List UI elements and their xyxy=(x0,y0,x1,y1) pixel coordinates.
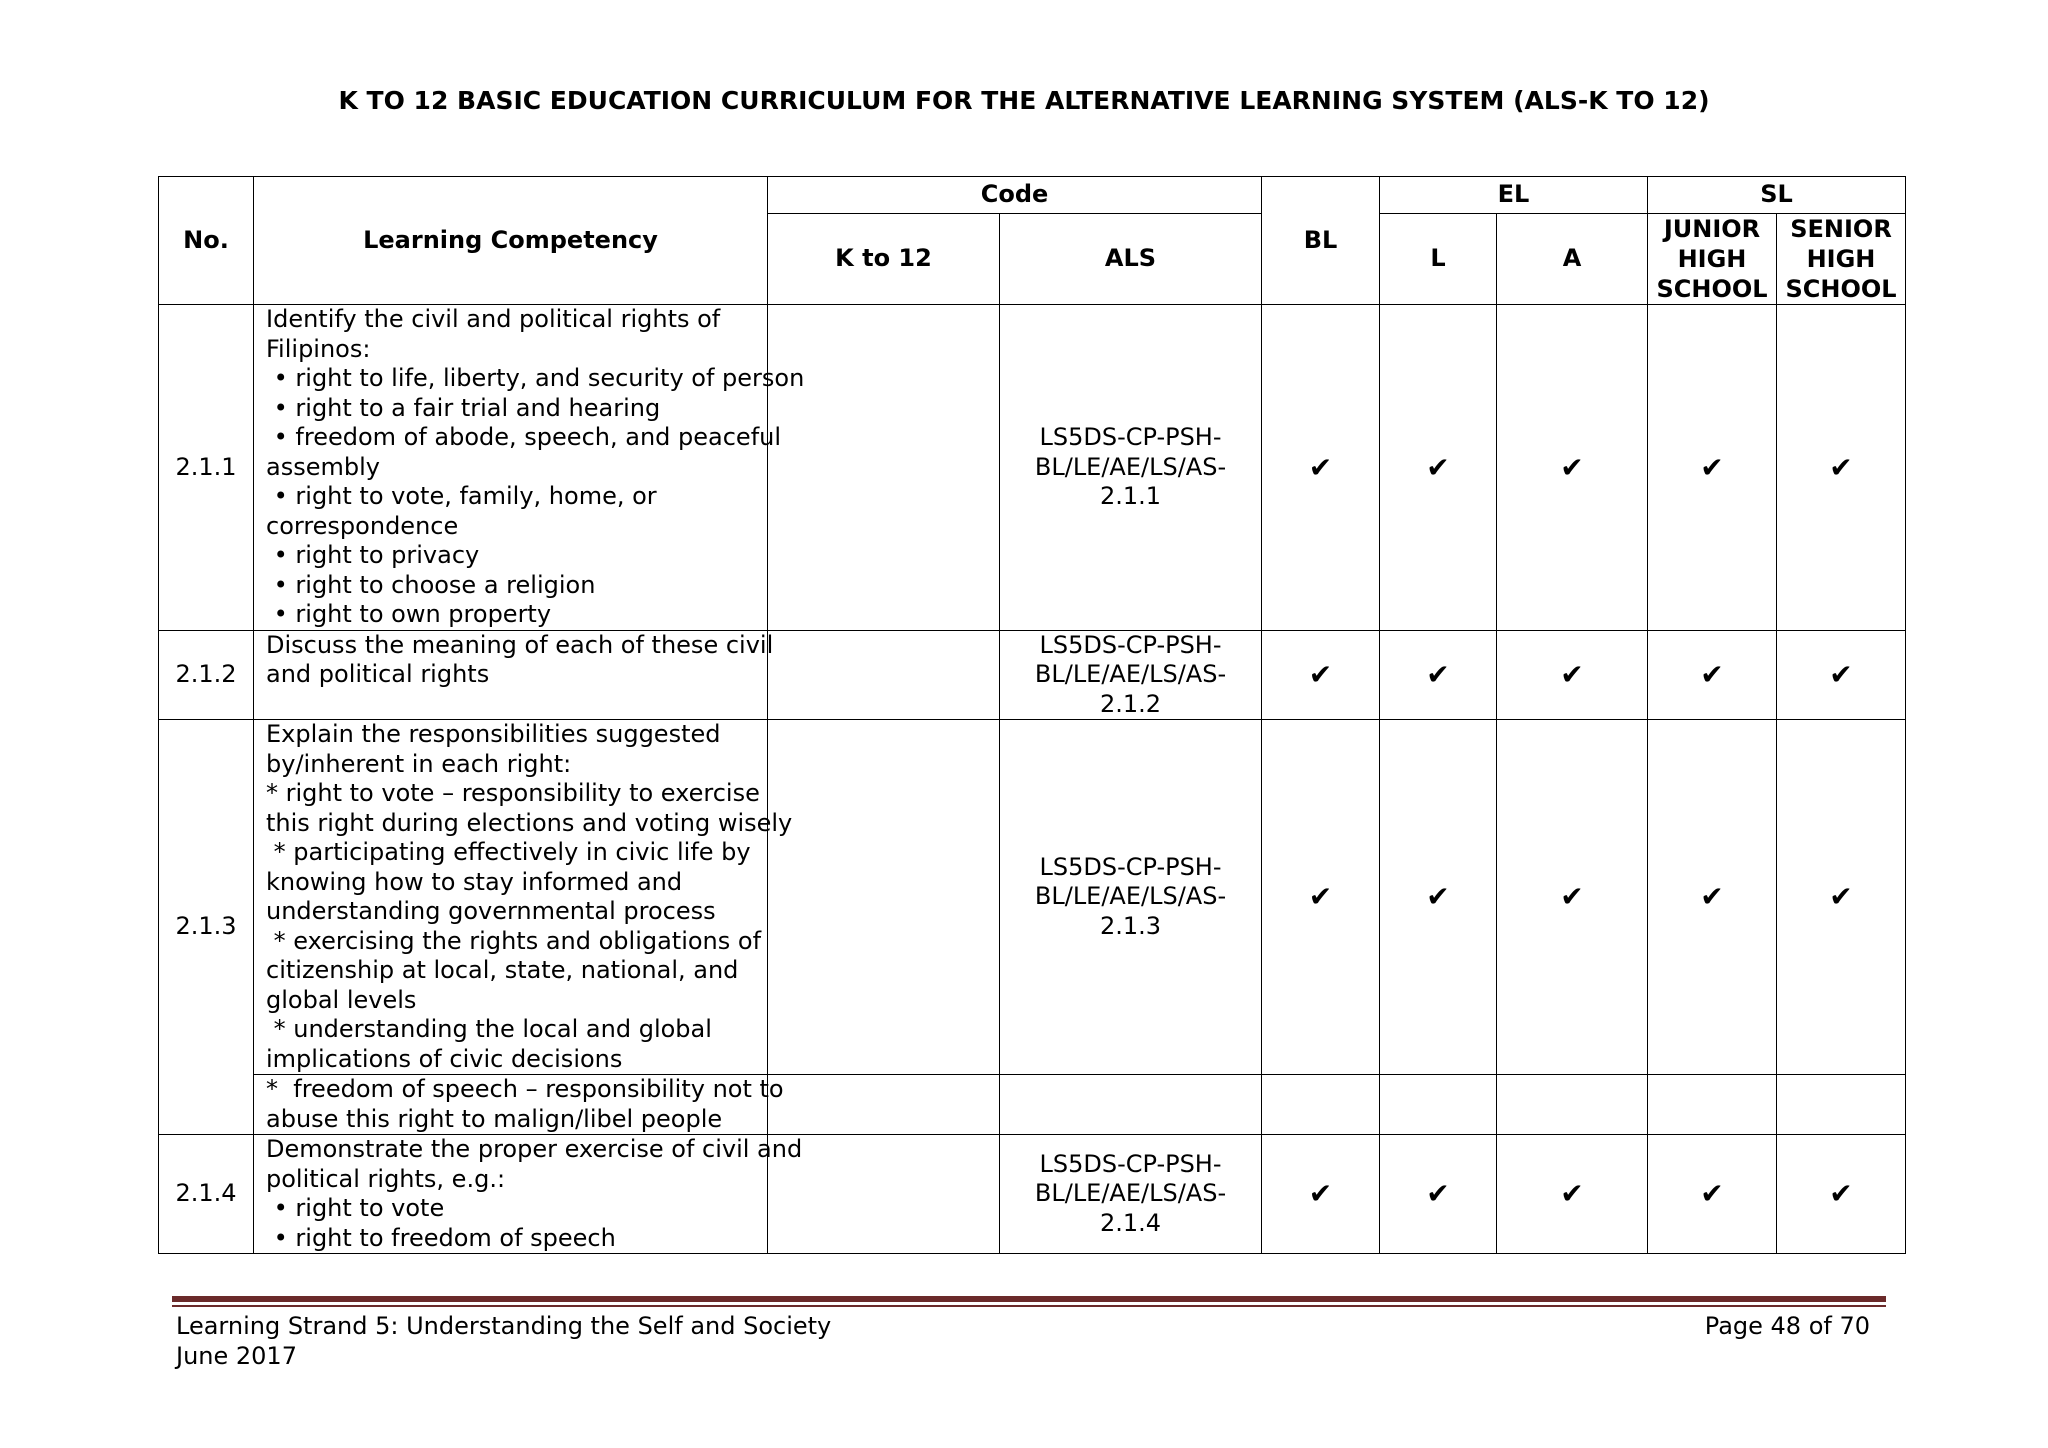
k12-code-cell xyxy=(768,630,1000,720)
header-shs-line: SCHOOL xyxy=(1785,275,1897,303)
header-jhs-line: SCHOOL xyxy=(1656,275,1768,303)
als-code-line: LS5DS-CP-PSH- xyxy=(1039,1149,1222,1178)
header-jhs-line: HIGH xyxy=(1677,245,1747,273)
als-code-cell xyxy=(1000,305,1262,631)
learning-competency-cell xyxy=(254,1075,784,1135)
check-bl-cell xyxy=(1262,1135,1380,1254)
check-mark-icon: ✔ xyxy=(1700,658,1724,691)
empty-cell xyxy=(1262,1075,1380,1135)
competency-line: • right to a fair trial and hearing xyxy=(266,393,661,422)
empty-cell xyxy=(1000,1075,1262,1135)
competency-line: • right to privacy xyxy=(266,541,480,569)
check-a-cell xyxy=(1497,720,1648,1075)
competency-line: * exercising the rights and obligations of xyxy=(266,926,762,955)
check-bl-cell xyxy=(1262,720,1380,1075)
header-code: Code xyxy=(768,177,1262,214)
check-mark-icon: ✔ xyxy=(1829,880,1853,914)
check-a-cell xyxy=(1497,1135,1648,1254)
empty-cell xyxy=(1648,1075,1777,1135)
competency-line: * understanding the local and global xyxy=(266,1015,712,1043)
als-code-line: BL/LE/AE/LS/AS- xyxy=(1034,452,1227,481)
competency-line: • right to choose a religion xyxy=(266,570,596,599)
header-sl: SL xyxy=(1648,177,1906,214)
check-mark-icon: ✔ xyxy=(1829,1177,1853,1211)
check-a-cell xyxy=(1497,305,1648,631)
check-mark-icon: ✔ xyxy=(1308,658,1333,691)
check-jhs-cell xyxy=(1648,305,1777,631)
competency-line: implications of civic decisions xyxy=(266,1044,623,1073)
check-mark-icon: ✔ xyxy=(1700,1177,1724,1211)
check-mark-icon: ✔ xyxy=(1829,658,1853,691)
check-mark-icon: ✔ xyxy=(1308,450,1333,484)
table-body xyxy=(159,305,1906,1254)
header-k-to-12: K to 12 xyxy=(768,214,1000,305)
check-l-cell xyxy=(1380,305,1497,631)
header-a: A xyxy=(1497,214,1648,305)
check-mark-icon: ✔ xyxy=(1426,658,1450,691)
competency-line: • right to vote xyxy=(266,1194,445,1222)
als-code-line: LS5DS-CP-PSH- xyxy=(1039,852,1222,881)
header-no: No. xyxy=(159,177,254,305)
row-number: 2.1.1 xyxy=(159,305,254,631)
competency-line: Discuss the meaning of each of these civil xyxy=(266,630,774,659)
als-code-line: LS5DS-CP-PSH- xyxy=(1039,423,1222,451)
header-junior-high-school xyxy=(1648,214,1777,305)
empty-cell xyxy=(1777,1075,1906,1135)
competency-line: this right during elections and voting wisely xyxy=(266,808,793,837)
check-mark-icon: ✔ xyxy=(1426,1177,1450,1211)
k12-code-cell xyxy=(768,305,1000,631)
competency-line: understanding governmental process xyxy=(266,897,716,925)
learning-competency-cell xyxy=(254,1135,803,1254)
row-number: 2.1.3 xyxy=(159,720,254,1135)
competency-line: abuse this right to malign/libel people xyxy=(266,1104,723,1133)
learning-competency-cell xyxy=(254,305,805,631)
check-mark-icon: ✔ xyxy=(1426,880,1450,914)
competency-line: knowing how to stay informed and xyxy=(266,867,683,896)
competency-line: assembly xyxy=(266,452,380,481)
competency-line: * right to vote – responsibility to exercise xyxy=(266,779,760,807)
header-shs-line: HIGH xyxy=(1806,245,1876,273)
header-senior-high-school xyxy=(1777,214,1906,305)
table-row xyxy=(159,630,1906,720)
check-l-cell xyxy=(1380,630,1497,720)
als-code-line: 2.1.1 xyxy=(1099,482,1162,510)
footer-page-number: Page 48 of 70 xyxy=(1704,1312,1870,1340)
header-als: ALS xyxy=(1000,214,1262,305)
check-jhs-cell xyxy=(1648,1135,1777,1254)
competency-line: Identify the civil and political rights of xyxy=(266,305,721,333)
check-mark-icon: ✔ xyxy=(1700,880,1724,914)
empty-cell xyxy=(1380,1075,1497,1135)
als-code-line: BL/LE/AE/LS/AS- xyxy=(1034,660,1227,688)
als-code-line: 2.1.4 xyxy=(1099,1208,1162,1237)
empty-cell xyxy=(768,1075,1000,1135)
header-jhs-line: JUNIOR xyxy=(1663,215,1761,243)
check-l-cell xyxy=(1380,720,1497,1075)
check-bl-cell xyxy=(1262,305,1380,631)
empty-cell xyxy=(1497,1075,1648,1135)
competency-line: Explain the responsibilities suggested xyxy=(266,720,721,748)
check-bl-cell xyxy=(1262,630,1380,720)
als-code-line: 2.1.2 xyxy=(1099,689,1162,718)
competency-line: * participating effectively in civic life by xyxy=(266,838,751,866)
competency-line: Demonstrate the proper exercise of civil and xyxy=(266,1135,803,1163)
check-mark-icon: ✔ xyxy=(1308,880,1333,914)
header-l: L xyxy=(1380,214,1497,305)
curriculum-table xyxy=(158,176,1906,1254)
competency-line: • right to vote, family, home, or xyxy=(266,482,657,510)
check-shs-cell xyxy=(1777,305,1906,631)
competency-line: citizenship at local, state, national, and xyxy=(266,956,739,984)
competency-line: • right to own property xyxy=(266,600,552,628)
check-mark-icon: ✔ xyxy=(1560,1177,1584,1211)
footer-left xyxy=(176,1311,831,1371)
check-mark-icon: ✔ xyxy=(1426,450,1450,484)
competency-line: * freedom of speech – responsibility not to xyxy=(266,1075,784,1103)
table-row xyxy=(159,1135,1906,1254)
k12-code-cell xyxy=(768,720,1000,1075)
check-jhs-cell xyxy=(1648,630,1777,720)
als-code-line: BL/LE/AE/LS/AS- xyxy=(1034,1179,1227,1208)
check-mark-icon: ✔ xyxy=(1560,450,1584,484)
competency-line: • right to life, liberty, and security of person xyxy=(266,364,805,392)
learning-competency-cell xyxy=(254,630,774,720)
table-row xyxy=(159,720,1906,1075)
learning-competency-cell xyxy=(254,720,793,1075)
als-code-cell xyxy=(1000,1135,1262,1254)
header-el: EL xyxy=(1380,177,1648,214)
row-number: 2.1.4 xyxy=(159,1135,254,1254)
check-mark-icon: ✔ xyxy=(1560,880,1584,914)
header-learning-competency: Learning Competency xyxy=(254,177,768,305)
competency-line: • freedom of abode, speech, and peaceful xyxy=(266,423,782,451)
als-code-cell xyxy=(1000,630,1262,720)
check-jhs-cell xyxy=(1648,720,1777,1075)
table-row-continuation xyxy=(159,1075,1906,1135)
table-header xyxy=(159,177,1906,305)
k12-code-cell xyxy=(768,1135,1000,1254)
als-code-line: BL/LE/AE/LS/AS- xyxy=(1034,882,1227,911)
competency-line: Filipinos: xyxy=(266,334,371,363)
als-code-line: 2.1.3 xyxy=(1099,911,1162,940)
footer-date: June 2017 xyxy=(176,1342,297,1370)
document-title: K TO 12 BASIC EDUCATION CURRICULUM FOR THE ALTERNATIVE LEARNING SYSTEM (ALS-K TO 12) xyxy=(338,86,1710,115)
competency-line: • right to freedom of speech xyxy=(266,1223,616,1252)
als-code-line: LS5DS-CP-PSH- xyxy=(1039,630,1222,659)
footer-rule-thin xyxy=(172,1305,1886,1307)
check-shs-cell xyxy=(1777,630,1906,720)
competency-line: and political rights xyxy=(266,660,490,688)
table-row xyxy=(159,305,1906,631)
footer-strand: Learning Strand 5: Understanding the Self and Society xyxy=(176,1312,832,1340)
competency-line: by/inherent in each right: xyxy=(266,749,572,778)
competency-line: political rights, e.g.: xyxy=(266,1164,506,1193)
check-l-cell xyxy=(1380,1135,1497,1254)
check-shs-cell xyxy=(1777,1135,1906,1254)
check-shs-cell xyxy=(1777,720,1906,1075)
als-code-cell xyxy=(1000,720,1262,1075)
row-number: 2.1.2 xyxy=(159,630,254,720)
footer-rule xyxy=(172,1296,1886,1302)
header-bl: BL xyxy=(1262,177,1380,305)
competency-line: correspondence xyxy=(266,511,459,540)
check-mark-icon: ✔ xyxy=(1560,658,1584,691)
check-mark-icon: ✔ xyxy=(1700,450,1724,484)
check-a-cell xyxy=(1497,630,1648,720)
check-mark-icon: ✔ xyxy=(1308,1177,1333,1211)
check-mark-icon: ✔ xyxy=(1829,450,1853,484)
competency-line: global levels xyxy=(266,985,417,1014)
header-shs-line: SENIOR xyxy=(1790,215,1892,243)
